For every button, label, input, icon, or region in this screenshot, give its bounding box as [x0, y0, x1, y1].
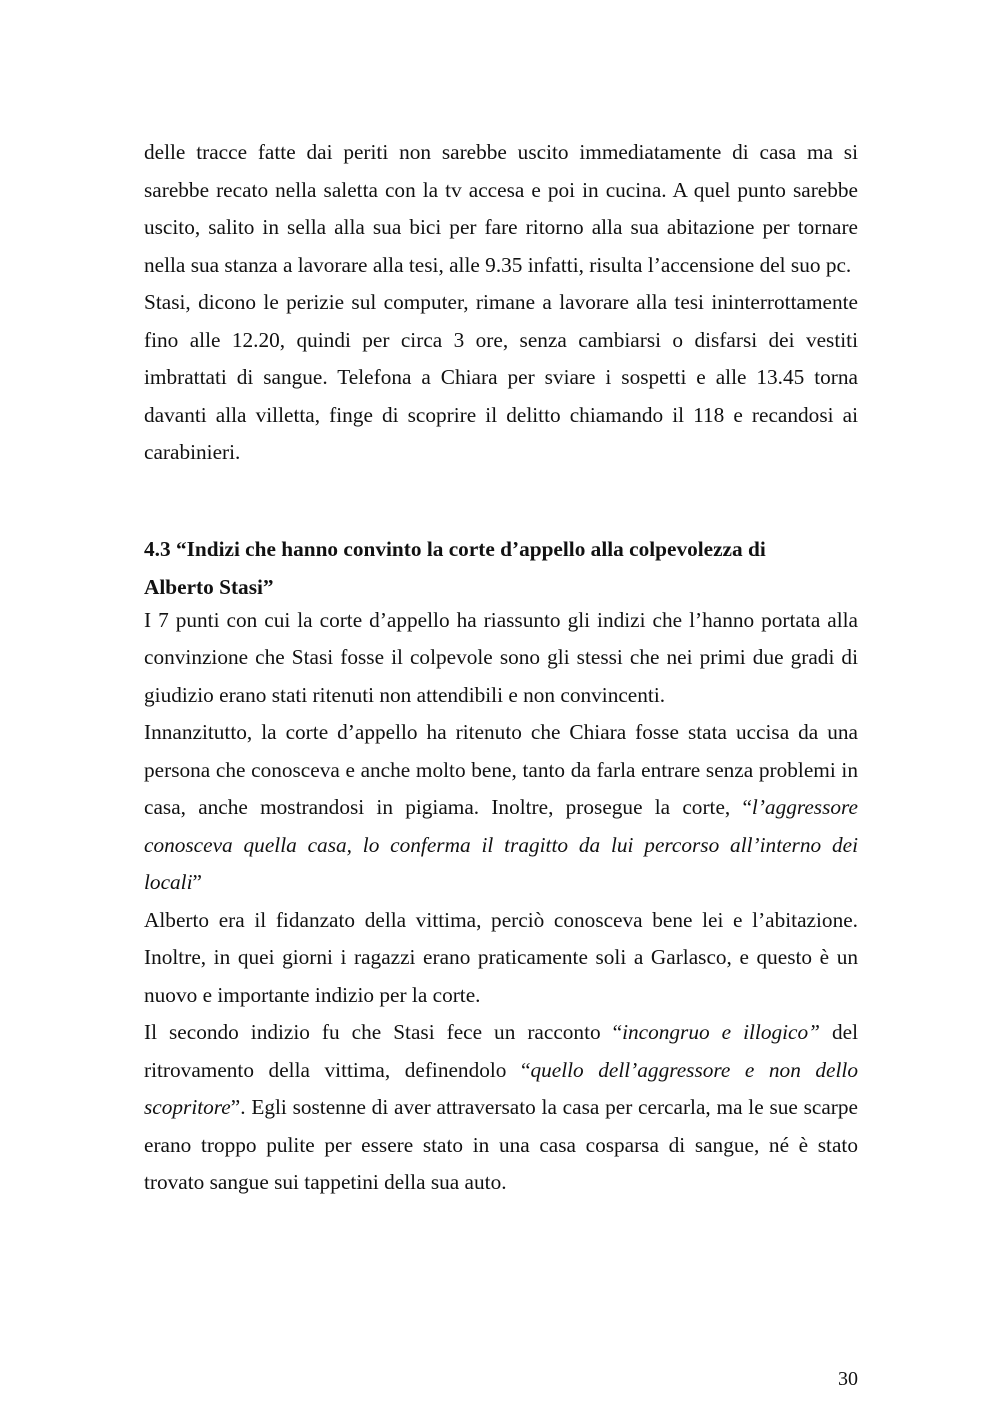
paragraph-6-text-a: Il secondo indizio fu che Stasi fece un racconto “ — [144, 1020, 623, 1044]
paragraph-6-text-c: ”. Egli sostenne di aver attraversato la casa per cercarla, ma le sue scarpe erano troppo pulite per essere stato in una casa cosparsa di sangue, né è stato trovato sangue sui tappetini della sua auto. — [144, 1095, 858, 1194]
paragraph-6-quote-1: incongruo e illogico” — [622, 1020, 820, 1044]
intro-paragraph: delle tracce fatte dai periti non sarebbe uscito immediatamente di casa ma si sarebbe recato nella saletta con la tv accesa e poi in cucina. A quel punto sarebbe uscito, salito in sella alla sua bici per fare ritorno alla sua abitazione per tornare nella sua stanza a lavorare alla tesi, alle 9.35 infatti, risulta l’accensione del suo pc. — [144, 140, 858, 277]
paragraph-6 — [144, 1014, 858, 1202]
section-heading — [144, 530, 858, 602]
section-heading-line2: Alberto Stasi” — [144, 574, 274, 599]
section-heading-line1: 4.3 “Indizi che hanno convinto la corte d’appello alla colpevolezza di — [144, 536, 766, 561]
paragraph-5: Alberto era il fidanzato della vittima, perciò conosceva bene lei e l’abitazione. Inoltre, in quei giorni i ragazzi erano praticamente soli a Garlasco, e questo è un nuovo e importante indizio per la corte. — [144, 907, 858, 1007]
paragraph-4-end: ” — [192, 870, 202, 894]
paragraph-6-quote-2: quello dell’aggressore e non dello scopritore — [144, 1057, 858, 1119]
paragraph-6-text-b: del ritrovamento della vittima, definendolo “ — [144, 1020, 859, 1082]
paragraph-4-text: Innanzitutto, la corte d’appello ha ritenuto che Chiara fosse stata uccisa da una persona che conosceva e anche molto bene, tanto da farla entrare senza problemi in casa, anche mostrandosi in pigiama. Inoltre, prosegue la corte, “ — [144, 720, 858, 819]
paragraph-3: I 7 punti con cui la corte d’appello ha riassunto gli indizi che l’hanno portata alla convinzione che Stasi fosse il colpevole sono gli stessi che nei primi due gradi di giudizio erano stati ritenuti non attendibili e non convincenti. — [144, 607, 858, 707]
document-page — [144, 134, 858, 1202]
section-gap — [144, 472, 858, 530]
page-number: 30 — [838, 1368, 858, 1390]
paragraph-2: Stasi, dicono le perizie sul computer, rimane a lavorare alla tesi ininterrottamente fino alle 12.20, quindi per circa 3 ore, senza cambiarsi o disfarsi dei vestiti imbrattati di sangue. Telefona a Chiara per sviare i sospetti e alle 13.45 torna davanti alla villetta, finge di scoprire il delitto chiamando il 118 e recandosi ai carabinieri. — [144, 290, 858, 464]
paragraph-4 — [144, 714, 858, 902]
paragraph-4-quote: l’aggressore conosceva quella casa, lo conferma il tragitto da lui percorso all’interno dei locali — [144, 795, 858, 894]
